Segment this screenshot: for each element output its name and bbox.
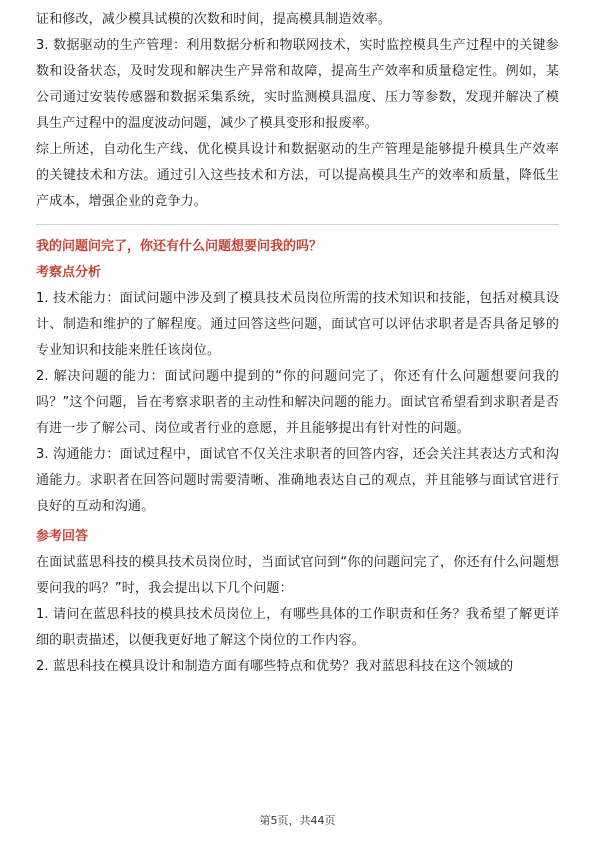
section-divider <box>36 224 559 225</box>
paragraph: 在面试蓝思科技的模具技术员岗位时，当面试官问到“你的问题问完了，你还有什么问题想要问我的吗？”时，我会提出以下几个问题： <box>36 555 559 596</box>
page-content <box>36 0 559 680</box>
paragraph: 3. 数据驱动的生产管理：利用数据分析和物联网技术，实时监控模具生产过程中的关键参数和设备状态，及时发现和解决生产异常和故障，提高生产效率和质量稳定性。例如，某公司通过安装传感器和数据采集系统，实时监测模具温度、压力等参数，发现并解决了模具生产过程中的温度波动问题，减少了模具变形和报废率。 <box>36 38 559 131</box>
paragraph: 2. 蓝思科技在模具设计和制造方面有哪些特点和优势？我对蓝思科技在这个领域的 <box>36 659 514 674</box>
paragraph: 证和修改，减少模具试模的次数和时间，提高模具制造效率。 <box>36 12 392 27</box>
paragraph: 1. 技术能力：面试问题中涉及到了模具技术员岗位所需的技术知识和技能，包括对模具设计、制造和维护的了解程度。通过回答这些问题，面试官可以评估求职者是否具备足够的专业知识和技能来胜任该岗位。 <box>36 291 559 358</box>
page-number: 第5页，共44页 <box>259 814 336 827</box>
paragraph: 1. 请问在蓝思科技的模具技术员岗位上，有哪些具体的工作职责和任务？我希望了解更详细的职责描述，以便我更好地了解这个岗位的工作内容。 <box>36 607 559 648</box>
question-title: 我的问题问完了，你还有什么问题想要问我的吗？ <box>36 239 323 254</box>
paragraph: 3. 沟通能力：面试过程中，面试官不仅关注求职者的回答内容，还会关注其表达方式和沟通能力。求职者在回答问题时需要清晰、准确地表达自己的观点，并且能够与面试官进行良好的互动和沟通。 <box>36 447 559 514</box>
paragraph: 2. 解决问题的能力：面试问题中提到的“你的问题问完了，你还有什么问题想要问我的吗？”这个问题，旨在考察求职者的主动性和解决问题的能力。面试官希望看到求职者是否有进一步了解公司、岗位或者行业的意愿，并且能够提出有针对性的问题。 <box>36 369 559 436</box>
answer-heading: 参考回答 <box>36 529 89 544</box>
analysis-heading: 考察点分析 <box>36 265 102 280</box>
paragraph: 综上所述，自动化生产线、优化模具设计和数据驱动的生产管理是能够提升模具生产效率的关键技术和方法。通过引入这些技术和方法，可以提高模具生产的效率和质量，降低生产成本，增强企业的竞争力。 <box>36 142 559 209</box>
